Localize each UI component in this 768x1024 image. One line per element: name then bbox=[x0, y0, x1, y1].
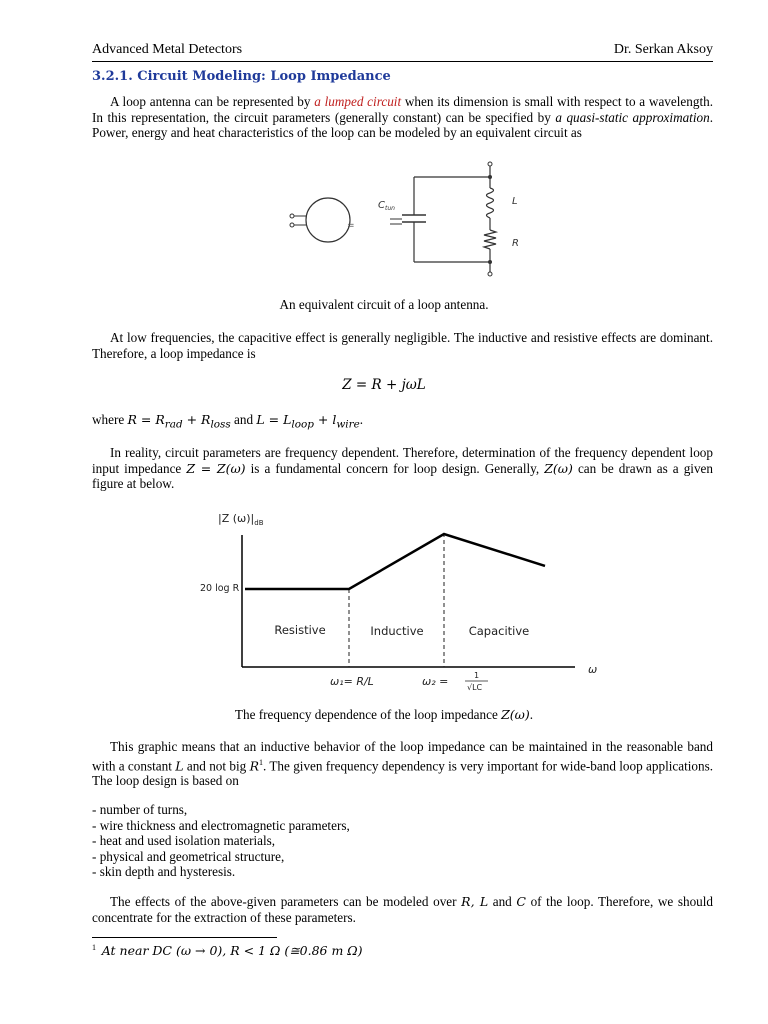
resistor-symbol bbox=[484, 230, 496, 249]
para1-text-3: . Power, energy and heat characteristics of the loop can be modeled by an equivalent circuit as bbox=[92, 109, 713, 140]
region-label-resistive: Resistive bbox=[274, 623, 326, 637]
para1-text-1: A loop antenna can be represented by bbox=[110, 94, 311, 109]
inductor-label: L bbox=[512, 196, 518, 207]
x-axis-label: ω bbox=[588, 663, 598, 676]
footnote-ref[interactable]: 1 bbox=[259, 757, 263, 767]
section-title: 3.2.1. Circuit Modeling: Loop Impedance bbox=[92, 69, 391, 84]
header-title: Advanced Metal Detectors bbox=[92, 42, 243, 57]
equivalent-circuit-diagram bbox=[280, 158, 530, 278]
paragraph-conclusion: The effects of the above-given parameters can be modeled over R, L and C of the loop. Therefore, we should concentrate for the extraction of these parameters. bbox=[92, 894, 714, 925]
list-item: - wire thickness and electromagnetic parameters, bbox=[92, 817, 350, 833]
footnote-rule bbox=[92, 937, 277, 938]
y-axis-label: |Z $(\omega)|_{dB}$ bbox=[218, 512, 264, 527]
para1-text-2: when its dimension is small with respect to a wavelength. In this representation, the circuit parameters (generally constant) can be specified by bbox=[92, 94, 714, 125]
paragraph-inductive-behavior: This graphic means that an inductive behavior of the loop impedance can be maintained in the reasonable band with a constant L and not big $R^1$. The given frequency dependency is very important for wide-band loop applications. The loop design is based on bbox=[92, 739, 714, 789]
quasi-static-term: a quasi-static approximation bbox=[555, 109, 710, 125]
design-parameter-list bbox=[92, 802, 350, 880]
loop-antenna-symbol bbox=[306, 198, 350, 242]
impedance-frequency-chart bbox=[190, 505, 610, 695]
where-definition: where $R = R_{rad} + R_{loss}$ and $L = L_{loop} + l_{wire}$. bbox=[92, 412, 364, 431]
region-label-capacitive: Capacitive bbox=[468, 624, 530, 638]
omega2-fraction-num: 1 bbox=[474, 671, 480, 680]
omega2-tick-label: ω₂ = bbox=[422, 675, 449, 688]
impedance-curve bbox=[245, 534, 545, 589]
figure2-caption: The frequency dependence of the loop impedance Z(ω). bbox=[234, 707, 534, 722]
footnote-mark: 1 bbox=[92, 943, 96, 953]
footnote-text: At near DC (ω → 0), R < 1 Ω (≅0.86 m Ω) bbox=[101, 943, 363, 958]
paragraph-low-frequency bbox=[92, 330, 713, 361]
page-header bbox=[92, 42, 713, 62]
paragraph-frequency-dependence: In reality, circuit parameters are frequency dependent. Therefore, determination of the frequency dependent loop input impedance Z = Z(ω) is a fundamental concern for loop design. Generally, Z(ω) can be drawn as a given figure at below. bbox=[92, 445, 713, 491]
figure1-caption: An equivalent circuit of a loop antenna. bbox=[279, 297, 489, 312]
list-item: - number of turns, bbox=[92, 802, 188, 817]
header-author: Dr. Serkan Aksoy bbox=[613, 42, 713, 57]
list-item: - physical and geometrical structure, bbox=[92, 848, 285, 864]
resistor-label: R bbox=[512, 238, 519, 249]
footnote bbox=[92, 943, 363, 958]
list-item: - heat and used isolation materials, bbox=[92, 833, 276, 849]
omega2-fraction-den: √LC bbox=[467, 683, 483, 692]
region-label-inductive: Inductive bbox=[370, 624, 424, 638]
omega1-tick-label: ω₁= R/L bbox=[330, 675, 374, 688]
lumped-circuit-term: a lumped circuit bbox=[314, 94, 402, 109]
list-item: - skin depth and hysteresis. bbox=[92, 864, 236, 880]
para2-text: At low frequencies, the capacitive effect is generally negligible. The inductive and resistive effects are dominant. Therefore, a loop impedance is bbox=[92, 330, 713, 361]
capacitor-label: $C_{tun}$ bbox=[378, 200, 395, 212]
header-rule bbox=[92, 61, 713, 62]
paragraph-intro bbox=[92, 94, 713, 141]
impedance-equation: Z = R + jωL bbox=[342, 377, 426, 393]
y-tick-label: 20 log R bbox=[200, 583, 240, 594]
inductor-symbol bbox=[487, 188, 494, 218]
equals-sign: = bbox=[347, 221, 355, 231]
